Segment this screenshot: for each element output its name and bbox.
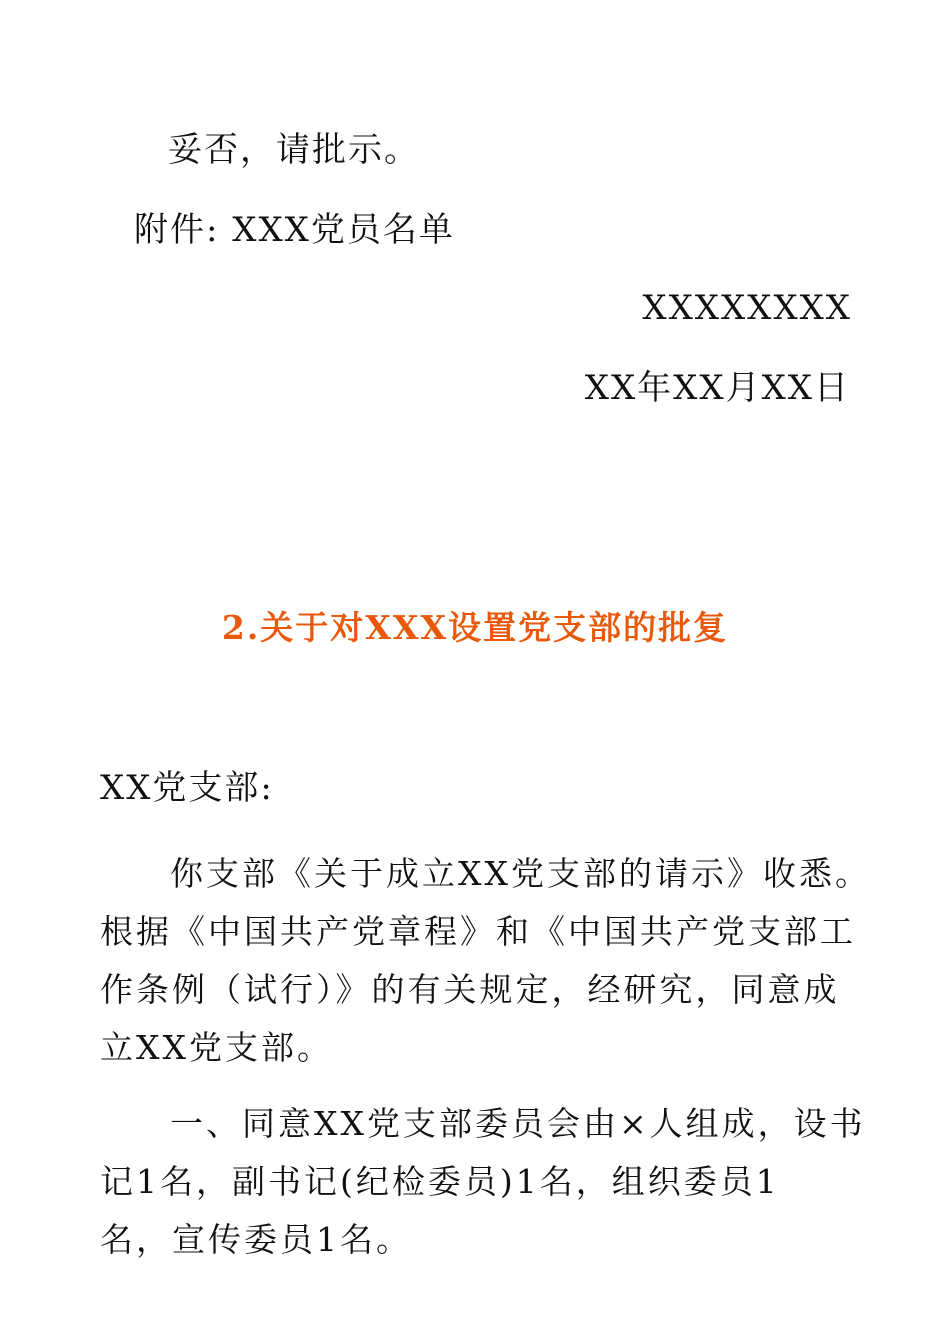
- addressee: XX党支部:: [100, 768, 274, 808]
- attachment-line: 附件: XXX党员名单: [134, 210, 455, 250]
- signer: XXXXXXXX: [642, 288, 852, 328]
- paragraph-2-line: 记1名，副书记(纪检委员)1名，组织委员1: [100, 1162, 780, 1201]
- paragraph-1-line: 作条例（试行）》的有关规定，经研究，同意成: [100, 970, 840, 1009]
- paragraph-1: [100, 848, 871, 1068]
- paragraph-1-line: 根据《中国共产党章程》和《中国共产党支部工: [100, 912, 856, 951]
- paragraph-1-line: 你支部《关于成立XX党支部的请示》收悉。: [170, 854, 871, 893]
- closing-request: 妥否，请批示。: [168, 130, 420, 170]
- date-line: XX年XX月XX日: [584, 368, 850, 408]
- paragraph-2-line: 名，宣传委员1名。: [100, 1220, 412, 1259]
- paragraph-1-line: 立XX党支部。: [100, 1028, 333, 1067]
- paragraph-2: [100, 1098, 866, 1268]
- paragraph-2-line: 一、同意XX党支部委员会由×人组成，设书: [170, 1104, 866, 1143]
- reply-title: 2.关于对XXX设置党支部的批复: [221, 608, 729, 647]
